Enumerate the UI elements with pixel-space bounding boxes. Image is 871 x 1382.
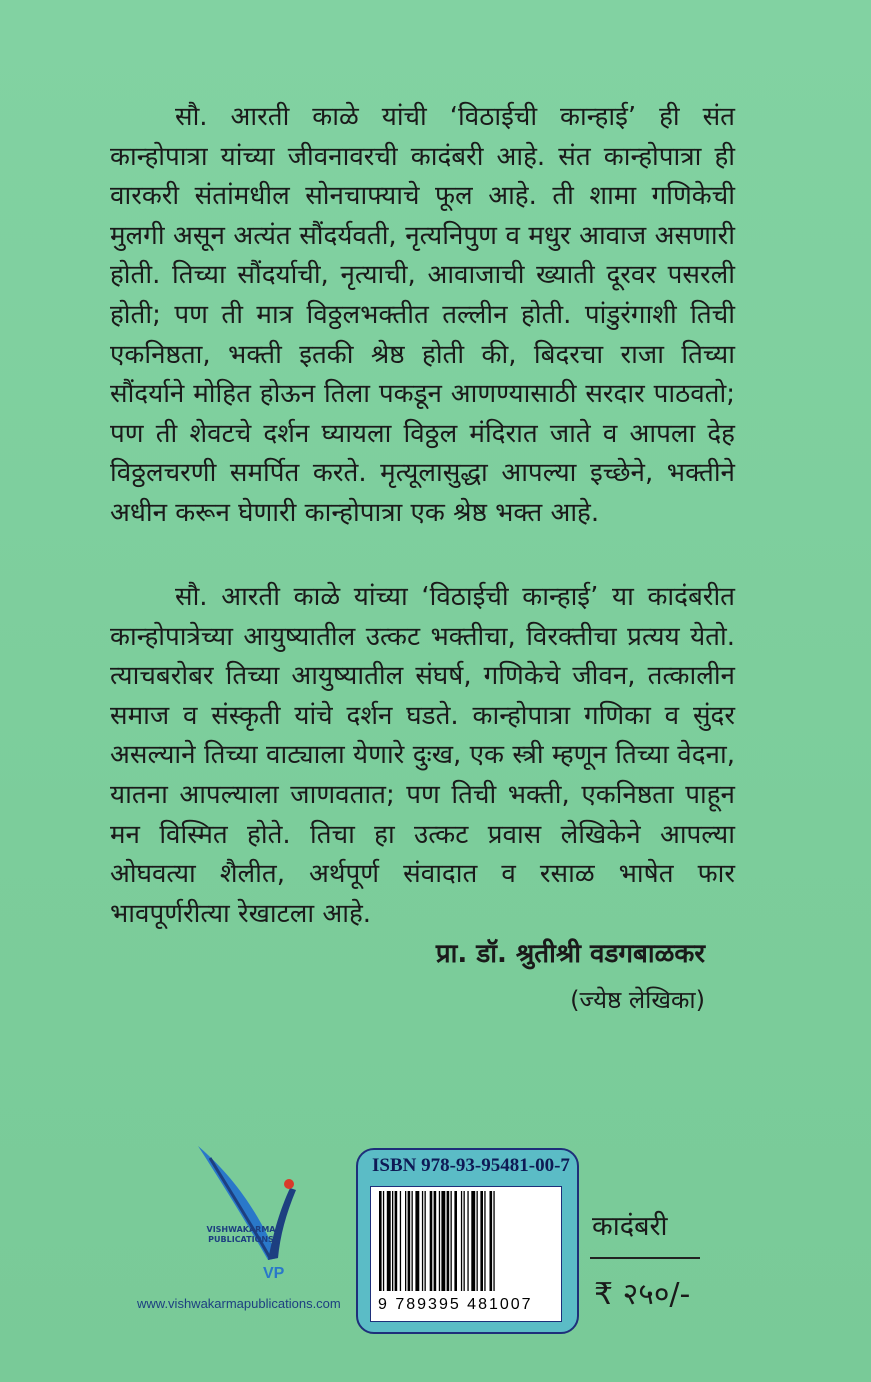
price-label: ₹ २५०/- — [594, 1277, 691, 1312]
barcode-bar — [387, 1191, 391, 1291]
barcode-bar — [477, 1191, 478, 1291]
barcode-bar — [415, 1191, 419, 1291]
barcode-bar — [467, 1191, 468, 1291]
barcode-bar — [408, 1191, 411, 1291]
logo-text-line1: VISHWAKARMA — [206, 1225, 276, 1234]
publisher-logo-icon — [150, 1140, 330, 1300]
publisher-website: www.vishwakarmapublications.com — [137, 1296, 341, 1311]
barcode-bar — [383, 1191, 384, 1291]
logo-mark: VP — [263, 1265, 285, 1282]
barcode-bar — [461, 1191, 462, 1291]
logo-text-line2: PUBLICATIONS — [208, 1235, 274, 1244]
blurb-paragraph-1 — [110, 98, 735, 534]
blurb-paragraph-1-text: सौ. आरती काळे यांची ‘विठाईची कान्हाई’ ही संत कान्होपात्रा यांच्या जीवनावरची कादंबरी आहे. संत कान्होपात्रा ही वारकरी संतांमधील सोनचाफ्याचे फूल आहे. ती शामा गणिकेची मुलगी असून अत्यंत सौंदर्यवती, नृत्यनिपुण व मधुर आवाज असणारी होती. तिच्या सौंदर्याची, नृत्याची, आवाजाची ख्याती दूरवर पसरली होती; पण ती मात्र विठ्ठलभक्तीत तल्लीन होती. पांडुरंगाशी तिची एकनिष्ठता, भक्ती इतकी श्रेष्ठ होती की, बिदरचा राजा तिच्या सौंदर्याने मोहित होऊन तिला पकडून आणण्यासाठी सरदार पाठवतो; पण ती शेवटचे दर्शन घ्यायला विठ्ठल मंदिरात जाते व आपला देह विठ्ठलचरणी समर्पित करते. मृत्यूलासुद्धा आपल्या इच्छेने, भक्तीने अधीन करून घेणारी कान्होपात्रा एक श्रेष्ठ भक्त आहे. — [110, 102, 735, 528]
reviewer-name: प्रा. डॉ. श्रुतीश्री वडगबाळकर — [435, 939, 705, 969]
barcode-bar — [484, 1191, 485, 1291]
barcode-bars — [371, 1187, 561, 1297]
barcode-bar — [422, 1191, 423, 1291]
barcode-bar — [464, 1191, 465, 1291]
barcode-bar — [400, 1191, 401, 1291]
barcode-bar — [441, 1191, 445, 1291]
barcode-bar — [412, 1191, 413, 1291]
genre-divider — [590, 1257, 700, 1259]
barcode-bar — [480, 1191, 483, 1291]
barcode-bar — [493, 1191, 494, 1291]
barcode-bar — [454, 1191, 457, 1291]
isbn-label: ISBN 978-93-95481-00-7 — [372, 1155, 570, 1176]
barcode-bar — [434, 1191, 437, 1291]
publisher-logo-text — [196, 1225, 286, 1245]
barcode-bar — [425, 1191, 426, 1291]
barcode-number: 9 789395 481007 — [378, 1296, 533, 1313]
barcode-bar — [379, 1191, 382, 1291]
barcode-bar — [439, 1191, 440, 1291]
barcode-bar — [395, 1191, 398, 1291]
barcode-bar — [392, 1191, 393, 1291]
blurb-paragraph-2-text: सौ. आरती काळे यांच्या ‘विठाईची कान्हाई’ या कादंबरीत कान्होपात्रेच्या आयुष्यातील उत्कट भक्तीचा, विरक्तीचा प्रत्यय येतो. त्याचबरोबर तिच्या आयुष्यातील संघर्ष, गणिकेचे जीवन, तत्कालीन समाज व संस्कृती यांचे दर्शन घडते. कान्होपात्रा गणिका व सुंदर असल्याने तिच्या वाट्याला येणारे दुःख, एक स्त्री म्हणून तिच्या वेदना, यातना आपल्याला जाणवतात; पण तिची भक्ती, एकनिष्ठता पाहून मन विस्मित होते. तिचा हा उत्कट प्रवास लेखिकेने आपल्या ओघवत्या शैलीत, अर्थपूर्ण संवादात व रसाळ भाषेत फार भावपूर्णरीत्या रेखाटला आहे. — [110, 582, 735, 929]
reviewer-role: (ज्येष्ठ लेखिका) — [570, 986, 705, 1014]
barcode-bar — [471, 1191, 475, 1291]
blurb-paragraph-2 — [110, 578, 735, 934]
barcode-bar — [430, 1191, 433, 1291]
genre-label: कादंबरी — [592, 1211, 668, 1242]
barcode-bar — [447, 1191, 450, 1291]
barcode-bar — [451, 1191, 452, 1291]
barcode-bar — [490, 1191, 493, 1291]
barcode-bar — [405, 1191, 406, 1291]
